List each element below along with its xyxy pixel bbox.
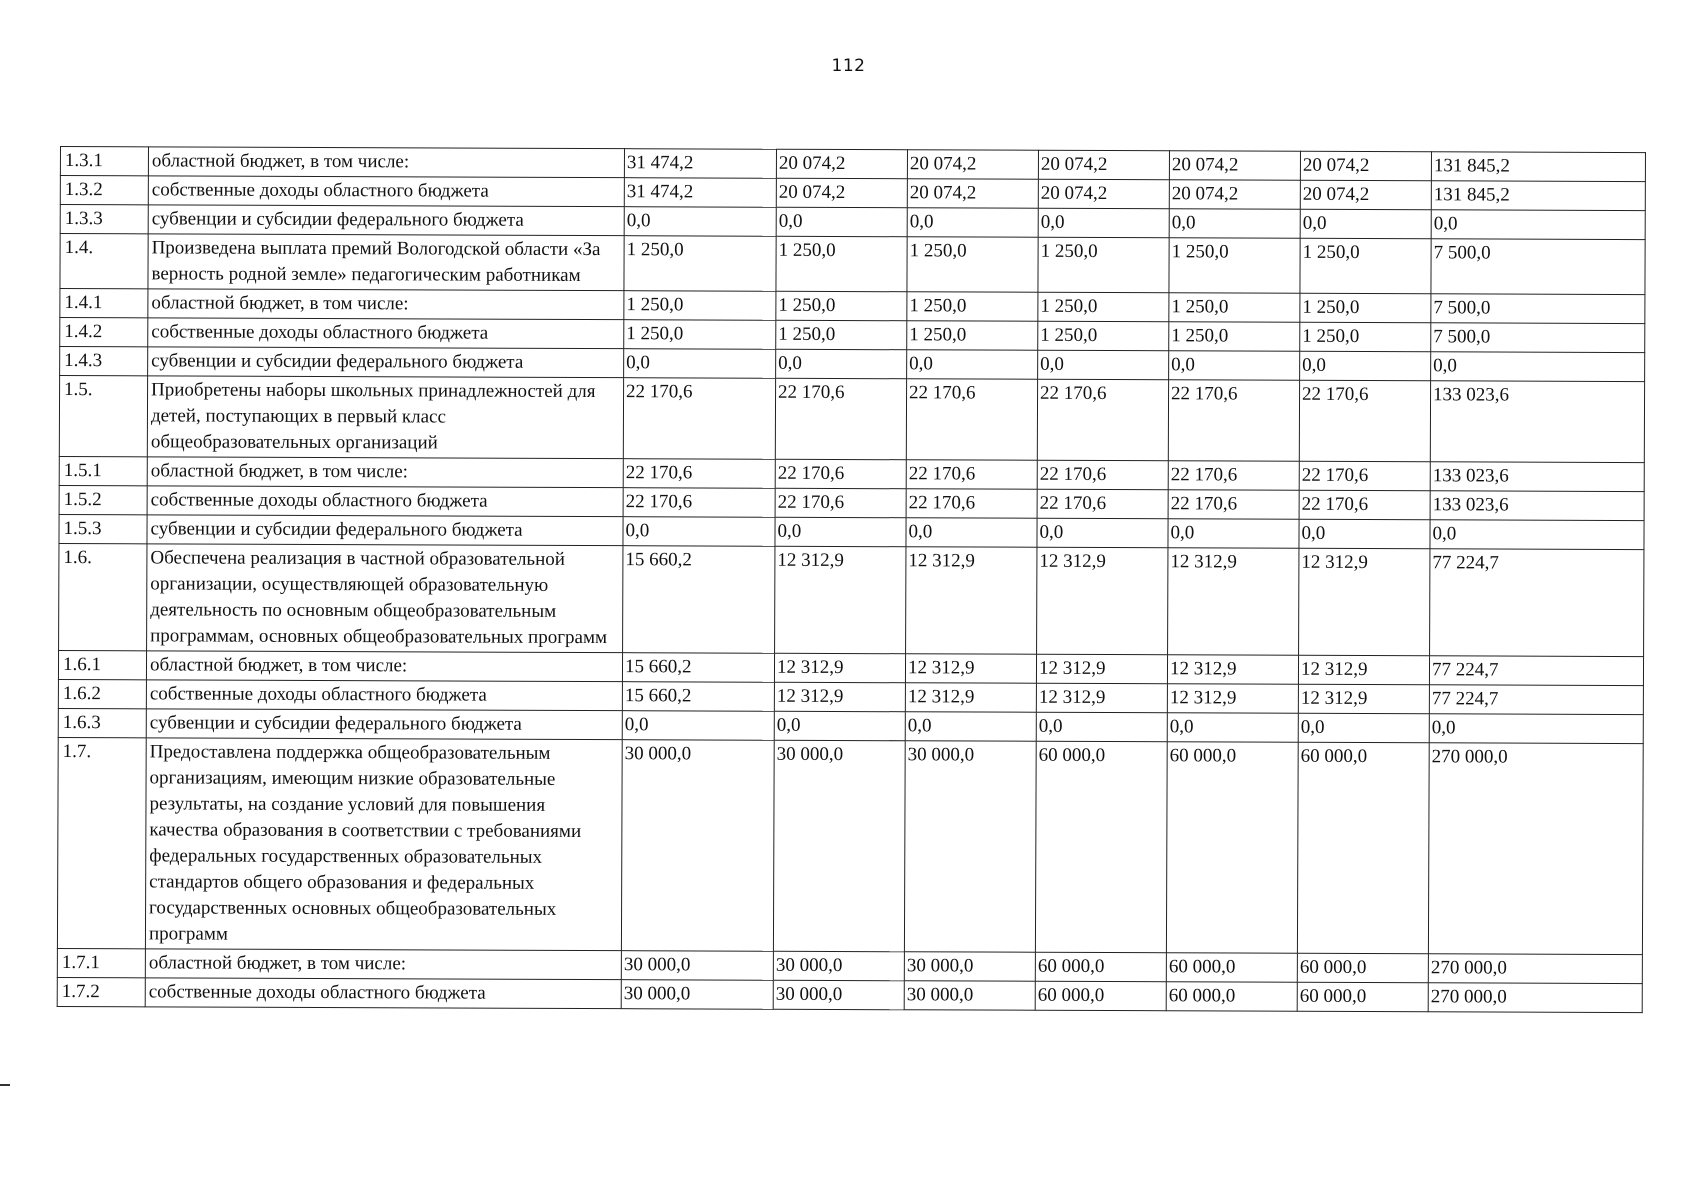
row-value: 12 312,9: [1299, 548, 1430, 656]
row-value: 1 250,0: [907, 321, 1038, 351]
row-code: 1.6.3: [58, 708, 146, 737]
row-value: 0,0: [907, 208, 1038, 238]
row-value: 1 250,0: [1300, 322, 1431, 352]
row-value: 60 000,0: [1035, 952, 1166, 982]
row-value: 60 000,0: [1297, 742, 1429, 954]
row-value: 1 250,0: [907, 237, 1038, 293]
row-value: 12 312,9: [906, 547, 1037, 655]
row-code: 1.5.2: [59, 485, 147, 514]
table-row: [57, 737, 1643, 954]
row-value: 0,0: [1167, 713, 1298, 743]
row-code: 1.3.2: [60, 176, 148, 205]
row-total: 7 500,0: [1431, 294, 1645, 324]
row-code: 1.7.2: [57, 977, 145, 1006]
row-code: 1.3.1: [60, 147, 148, 176]
row-value: 60 000,0: [1166, 982, 1297, 1012]
table-row: [59, 376, 1644, 463]
budget-table-container: [57, 146, 1645, 1013]
row-code: 1.3.3: [60, 205, 148, 234]
row-total: 0,0: [1429, 714, 1643, 744]
row-name: областной бюджет, в том числе:: [148, 147, 624, 178]
row-value: 22 170,6: [1168, 380, 1299, 462]
row-value: 1 250,0: [624, 236, 776, 292]
row-value: 0,0: [776, 349, 907, 379]
row-value: 1 250,0: [776, 291, 907, 321]
row-value: 1 250,0: [624, 291, 776, 321]
row-value: 0,0: [623, 517, 775, 547]
row-total: 133 023,6: [1430, 381, 1644, 463]
row-value: 31 474,2: [624, 149, 776, 179]
row-value: 12 312,9: [774, 653, 905, 683]
row-total: 133 023,6: [1430, 491, 1644, 521]
row-value: 0,0: [1298, 713, 1429, 743]
row-value: 12 312,9: [1036, 683, 1167, 713]
row-value: 22 170,6: [775, 378, 906, 460]
row-total: 77 224,7: [1430, 549, 1644, 657]
budget-table-body: [57, 147, 1645, 1013]
row-value: 20 074,2: [776, 178, 907, 208]
row-value: 1 250,0: [1038, 292, 1169, 322]
row-value: 12 312,9: [1037, 547, 1168, 655]
row-value: 60 000,0: [1035, 981, 1166, 1011]
row-value: 22 170,6: [1299, 461, 1430, 491]
row-value: 20 074,2: [1300, 180, 1431, 210]
row-total: 77 224,7: [1429, 656, 1643, 686]
row-code: 1.5.1: [59, 456, 147, 485]
row-value: 0,0: [1300, 209, 1431, 239]
row-value: 22 170,6: [623, 378, 775, 460]
row-value: 30 000,0: [904, 981, 1035, 1011]
row-value: 20 074,2: [1038, 150, 1169, 180]
row-value: 30 000,0: [904, 952, 1035, 982]
row-name: областной бюджет, в том числе:: [146, 651, 622, 682]
table-row: [60, 234, 1645, 295]
row-total: 77 224,7: [1429, 685, 1643, 715]
row-value: 30 000,0: [904, 741, 1036, 953]
row-total: 133 023,6: [1430, 462, 1644, 492]
row-value: 60 000,0: [1297, 982, 1428, 1012]
row-value: 12 312,9: [905, 654, 1036, 684]
row-value: 22 170,6: [623, 488, 775, 518]
row-total: 7 500,0: [1431, 239, 1645, 295]
margin-mark: [0, 1084, 10, 1086]
row-name: областной бюджет, в том числе:: [145, 949, 621, 980]
row-code: 1.4.1: [60, 289, 148, 318]
row-name: Обеспечена реализация в частной образовательной организации, осуществляющей образовательную деятельность по основным общеобразовательным программам, основных общеобразовательных программ: [147, 544, 623, 653]
row-value: 0,0: [1300, 351, 1431, 381]
row-value: 20 074,2: [907, 179, 1038, 209]
row-value: 1 250,0: [1300, 293, 1431, 323]
row-code: 1.4.: [60, 234, 148, 289]
row-value: 12 312,9: [1167, 655, 1298, 685]
row-value: 22 170,6: [775, 488, 906, 518]
row-value: 12 312,9: [775, 546, 906, 654]
row-name: собственные доходы областного бюджета: [148, 176, 624, 207]
row-value: 0,0: [1038, 208, 1169, 238]
row-value: 22 170,6: [1299, 490, 1430, 520]
row-name: областной бюджет, в том числе:: [147, 457, 623, 488]
row-value: 22 170,6: [906, 460, 1037, 490]
row-value: 0,0: [1168, 519, 1299, 549]
row-value: 0,0: [624, 349, 776, 379]
row-value: 22 170,6: [775, 459, 906, 489]
row-name: субвенции и субсидии федерального бюджета: [147, 515, 623, 546]
row-value: 1 250,0: [1038, 321, 1169, 351]
row-total: 0,0: [1431, 210, 1645, 240]
row-value: 0,0: [907, 350, 1038, 380]
row-value: 1 250,0: [1169, 322, 1300, 352]
row-value: 30 000,0: [773, 951, 904, 981]
row-value: 30 000,0: [773, 740, 905, 952]
row-value: 0,0: [905, 712, 1036, 742]
row-value: 22 170,6: [623, 459, 775, 489]
row-value: 0,0: [1299, 519, 1430, 549]
row-code: 1.4.2: [60, 318, 148, 347]
row-name: собственные доходы областного бюджета: [148, 318, 624, 349]
row-value: 0,0: [775, 517, 906, 547]
row-value: 12 312,9: [905, 683, 1036, 713]
table-row: [59, 543, 1644, 656]
row-value: 1 250,0: [1169, 293, 1300, 323]
row-total: 131 845,2: [1431, 152, 1645, 182]
row-value: 12 312,9: [1298, 684, 1429, 714]
row-value: 0,0: [906, 518, 1037, 548]
row-value: 20 074,2: [1169, 151, 1300, 181]
row-value: 30 000,0: [621, 951, 773, 981]
row-value: 30 000,0: [773, 980, 904, 1010]
row-value: 0,0: [1038, 350, 1169, 380]
row-name: субвенции и субсидии федерального бюджета: [148, 205, 624, 236]
row-value: 30 000,0: [621, 980, 773, 1010]
row-code: 1.7.1: [57, 948, 145, 977]
row-value: 0,0: [1169, 351, 1300, 381]
row-value: 22 170,6: [1037, 379, 1168, 461]
row-value: 1 250,0: [624, 320, 776, 350]
row-code: 1.6.2: [58, 679, 146, 708]
row-code: 1.4.3: [60, 347, 148, 376]
row-value: 22 170,6: [1168, 461, 1299, 491]
row-value: 0,0: [1037, 518, 1168, 548]
row-total: 0,0: [1430, 520, 1644, 550]
row-name: Приобретены наборы школьных принадлежностей для детей, поступающих в первый класс общеобразовательных организаций: [147, 376, 623, 459]
row-total: 270 000,0: [1428, 954, 1642, 984]
row-value: 22 170,6: [1299, 380, 1430, 462]
row-value: 1 250,0: [776, 236, 907, 292]
row-value: 15 660,2: [622, 682, 774, 712]
row-value: 20 074,2: [1038, 179, 1169, 209]
page-number: 112: [831, 56, 866, 76]
row-value: 22 170,6: [906, 489, 1037, 519]
row-value: 0,0: [1036, 712, 1167, 742]
row-name: субвенции и субсидии федерального бюджета: [146, 709, 622, 740]
row-value: 0,0: [774, 711, 905, 741]
row-value: 60 000,0: [1297, 953, 1428, 983]
row-total: 270 000,0: [1428, 743, 1643, 955]
row-value: 1 250,0: [1300, 238, 1431, 294]
row-value: 12 312,9: [1036, 654, 1167, 684]
row-value: 20 074,2: [776, 149, 907, 179]
row-name: Произведена выплата премий Вологодской области «За верность родной земле» педагогическим работникам: [148, 234, 624, 291]
table-row: [57, 977, 1642, 1012]
row-value: 0,0: [1169, 209, 1300, 239]
row-code: 1.5.: [59, 376, 147, 457]
row-total: 7 500,0: [1431, 323, 1645, 353]
row-value: 0,0: [776, 207, 907, 237]
row-value: 1 250,0: [1169, 238, 1300, 294]
row-value: 22 170,6: [1037, 460, 1168, 490]
row-value: 60 000,0: [1035, 741, 1167, 953]
row-value: 60 000,0: [1166, 742, 1298, 954]
row-code: 1.6.: [59, 543, 147, 650]
row-value: 1 250,0: [907, 292, 1038, 322]
row-value: 0,0: [624, 207, 776, 237]
row-code: 1.7.: [57, 737, 146, 948]
row-value: 12 312,9: [1168, 548, 1299, 656]
row-name: субвенции и субсидии федерального бюджета: [148, 347, 624, 378]
row-total: 270 000,0: [1428, 983, 1642, 1013]
row-value: 1 250,0: [1038, 237, 1169, 293]
row-value: 22 170,6: [1168, 490, 1299, 520]
row-value: 30 000,0: [621, 740, 774, 952]
row-value: 12 312,9: [1298, 655, 1429, 685]
row-value: 20 074,2: [1300, 151, 1431, 181]
row-code: 1.6.1: [58, 650, 146, 679]
row-value: 20 074,2: [1169, 180, 1300, 210]
row-value: 22 170,6: [906, 379, 1037, 461]
row-value: 0,0: [622, 711, 774, 741]
row-value: 22 170,6: [1037, 489, 1168, 519]
row-value: 60 000,0: [1166, 953, 1297, 983]
row-total: 0,0: [1431, 352, 1645, 382]
row-name: областной бюджет, в том числе:: [148, 289, 624, 320]
row-value: 15 660,2: [623, 546, 775, 654]
row-value: 12 312,9: [1167, 684, 1298, 714]
row-value: 12 312,9: [774, 682, 905, 712]
row-total: 131 845,2: [1431, 181, 1645, 211]
row-name: собственные доходы областного бюджета: [145, 978, 621, 1009]
row-value: 15 660,2: [622, 653, 774, 683]
row-name: собственные доходы областного бюджета: [146, 680, 622, 711]
row-name: собственные доходы областного бюджета: [147, 486, 623, 517]
row-name: Предоставлена поддержка общеобразовательным организациям, имеющим низкие образовательные результаты, на создание условий для повышения качества образования в соответствии с требованиями федеральных государственных образовательных стандартов общего образования и федеральных государственных основных общеобразовательных программ: [145, 738, 622, 951]
row-value: 31 474,2: [624, 178, 776, 208]
budget-table: [57, 146, 1646, 1013]
row-value: 20 074,2: [907, 150, 1038, 180]
row-value: 1 250,0: [776, 320, 907, 350]
row-code: 1.5.3: [59, 514, 147, 543]
